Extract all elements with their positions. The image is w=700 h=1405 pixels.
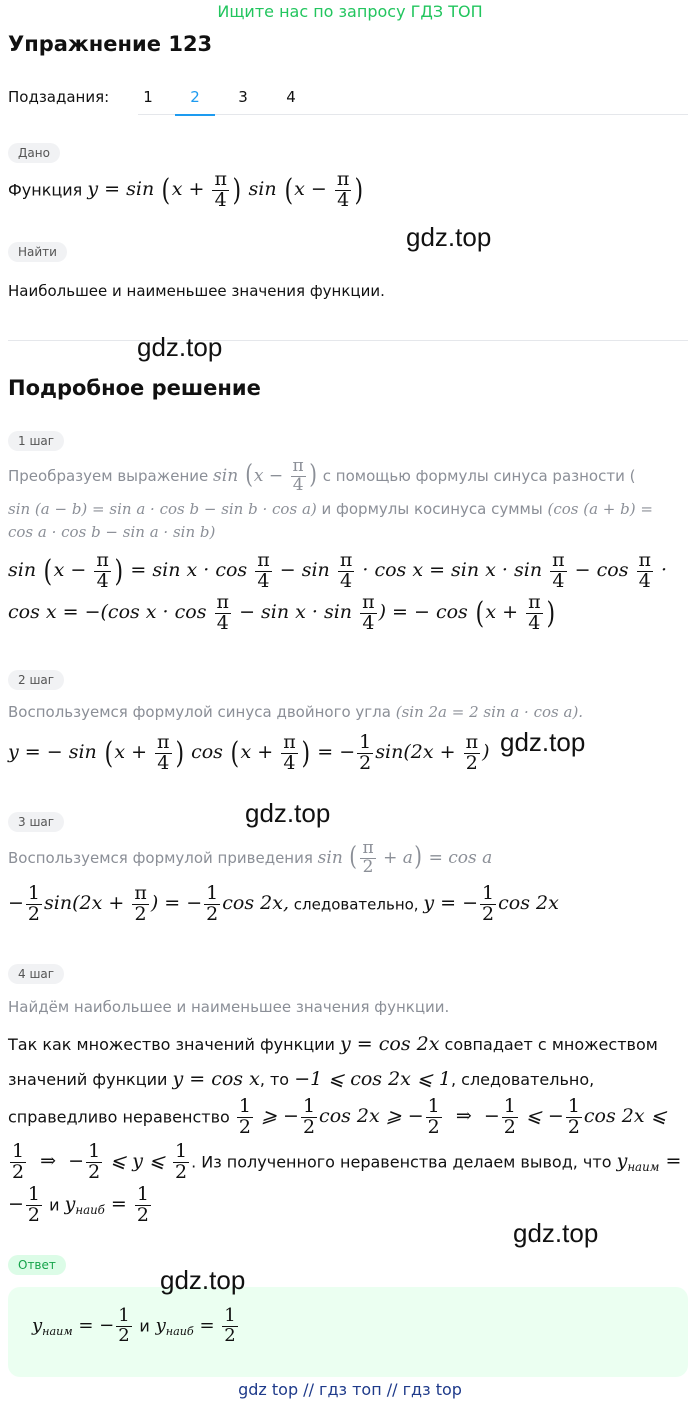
step-4-badge: 4 шаг <box>8 964 64 984</box>
reduction-formula: sin ( $\frac{\pi}{2}$ + a) = cos a <box>317 838 493 877</box>
cosine-sum-formula-rest: cos a · cos b − sin a · sin b) <box>8 523 216 541</box>
answer-box <box>8 1287 688 1377</box>
step-1-note-b: с помощью формулы синуса разности ( <box>322 466 636 485</box>
step-4-line-5: − $\frac{1}{2}$ и $y_{наиб}$ = $\frac{1}{2}$ <box>8 1183 149 1226</box>
step-4-line-1: Так как множество значений функции y = cos 2x совпадает с множеством <box>8 1033 658 1055</box>
step-4-line-3: справедливо неравенство $\frac{1}{2}$ ⩾ − $\frac{1}{2}$ cos 2x ⩾ − $\frac{1}{2}$ ⇒ − $\frac{1}{2}$ ⩽ − $\frac{1}{2}$ cos 2x ⩽ <box>8 1095 667 1138</box>
answer-subscript-min: наим <box>42 1325 73 1339</box>
step-4-text-8: и <box>49 1195 60 1215</box>
answer-badge: Ответ <box>8 1255 66 1275</box>
step-4-line-2: значений функции y = cos x, то −1 ⩽ cos 2x ⩽ 1, следовательно, <box>8 1068 595 1090</box>
sine-difference-formula: sin (a − b) = sin a · cos b − sin b · cos a) <box>8 500 317 518</box>
step-1-formula-line-1: sin (x − $\frac{\pi}{4}$ ) = sin x · cos $\frac{\pi}{4}$ − sin $\frac{\pi}{4}$ · cos x = sin x · sin $\frac{\pi}{4}$ − cos $\frac{\pi}{4}$ · <box>8 549 668 592</box>
step-4-text-6: справедливо неравенство <box>8 1107 230 1127</box>
watermark: gdz.top <box>160 1265 246 1295</box>
answer-formula: $y_{наим}$ = − $\frac{1}{2}$ и $y_{наиб}$ = $\frac{1}{2}$ <box>32 1305 236 1346</box>
step-1-note-c: и формулы косинуса суммы <box>321 500 543 518</box>
given-text: Функция <box>8 180 83 200</box>
step-3-note-text: Воспользуемся формулой приведения <box>8 848 313 867</box>
step-4-text-7: . Из полученного неравенства делаем вывод, что <box>191 1152 612 1172</box>
step-4-text-4: , то <box>259 1070 290 1089</box>
answer-subscript-max: наиб <box>165 1325 194 1339</box>
page-title: Упражнение 123 <box>8 32 213 56</box>
find-badge: Найти <box>8 242 67 262</box>
subtask-tabs <box>8 86 688 116</box>
step-1-expression: sin (x − $\frac{\pi}{4}$ ) <box>213 456 317 495</box>
step-1-formula-line-2: cos x = −(cos x · cos $\frac{\pi}{4}$ − sin x · sin $\frac{\pi}{4}$ ) = − cos (x + $\frac{\pi}{4}$ ) <box>8 591 555 634</box>
footer-links[interactable]: gdz top // гдз топ // гдз top <box>238 1380 462 1399</box>
section-divider <box>8 340 688 341</box>
double-angle-formula: (sin 2a = 2 sin a · cos a). <box>395 703 584 721</box>
solution-title: Подробное решение <box>8 376 261 400</box>
tab-subtask-4[interactable]: 4 <box>286 88 296 106</box>
given-row <box>8 170 365 211</box>
step-1-note-line-1 <box>8 458 635 495</box>
given-badge: Дано <box>8 143 60 163</box>
subscript-max: наиб <box>75 1203 105 1218</box>
find-text: Наибольшее и наименьшее значения функции. <box>8 282 385 300</box>
step-4-note: Найдём наибольшее и наименьшее значения функции. <box>8 998 450 1016</box>
step-1-note-line-2 <box>8 500 653 518</box>
watermark: gdz.top <box>513 1218 599 1248</box>
tab-subtask-3[interactable]: 3 <box>238 88 248 106</box>
step-3-note <box>8 840 492 877</box>
watermark: gdz.top <box>500 727 586 757</box>
step-3-badge: 3 шаг <box>8 812 64 832</box>
step-1-note-a: Преобразуем выражение <box>8 466 209 485</box>
given-formula: y = sin (x + $\frac{\pi}{4}$ ) sin (x − $\frac{\pi}{4}$ ) <box>87 168 364 211</box>
step-3-conclusion-text: следовательно, <box>293 895 419 914</box>
tab-subtask-2[interactable]: 2 <box>175 88 215 106</box>
step-4-text-1: Так как множество значений функции <box>8 1035 335 1054</box>
watermark: gdz.top <box>137 332 223 362</box>
watermark: gdz.top <box>245 798 331 828</box>
answer-conjunction: и <box>139 1316 150 1336</box>
cosine-sum-formula: (cos (a + b) = <box>547 500 653 518</box>
step-2-badge: 2 шаг <box>8 670 64 690</box>
step-4-text-2: совпадает с множеством <box>444 1035 658 1054</box>
step-4-text-5: , следовательно, <box>450 1070 595 1089</box>
step-2-note <box>8 703 583 721</box>
step-4-line-4: $\frac{1}{2}$ ⇒ − $\frac{1}{2}$ ⩽ y ⩽ $\frac{1}{2}$ . Из полученного неравенства делаем вывод, что $y_{наим}$ = <box>12 1140 682 1183</box>
step-2-formula: y = − sin (x + $\frac{\pi}{4}$ ) cos (x + $\frac{\pi}{4}$ ) = − $\frac{1}{2}$ sin(2x + $\frac{\pi}{2}$ ) <box>8 731 490 774</box>
step-2-note-text: Воспользуемся формулой синуса двойного угла <box>8 703 391 721</box>
step-1-badge: 1 шаг <box>8 431 64 451</box>
step-1-note-line-3 <box>8 523 215 541</box>
tab-subtask-1[interactable]: 1 <box>143 88 153 106</box>
step-3-formula: − $\frac{1}{2}$ sin(2x + $\frac{\pi}{2}$ ) = − $\frac{1}{2}$ cos 2x, следовательно, y = − $\frac{1}{2}$ cos 2x <box>8 882 559 925</box>
step-4-text-3: значений функции <box>8 1070 168 1089</box>
tabs-divider <box>138 114 688 115</box>
subtasks-label: Подзадания: <box>8 88 110 106</box>
watermark: gdz.top <box>406 222 492 252</box>
subscript-min: наим <box>627 1160 660 1175</box>
promo-banner[interactable]: Ищите нас по запросу ГДЗ ТОП <box>217 2 483 21</box>
